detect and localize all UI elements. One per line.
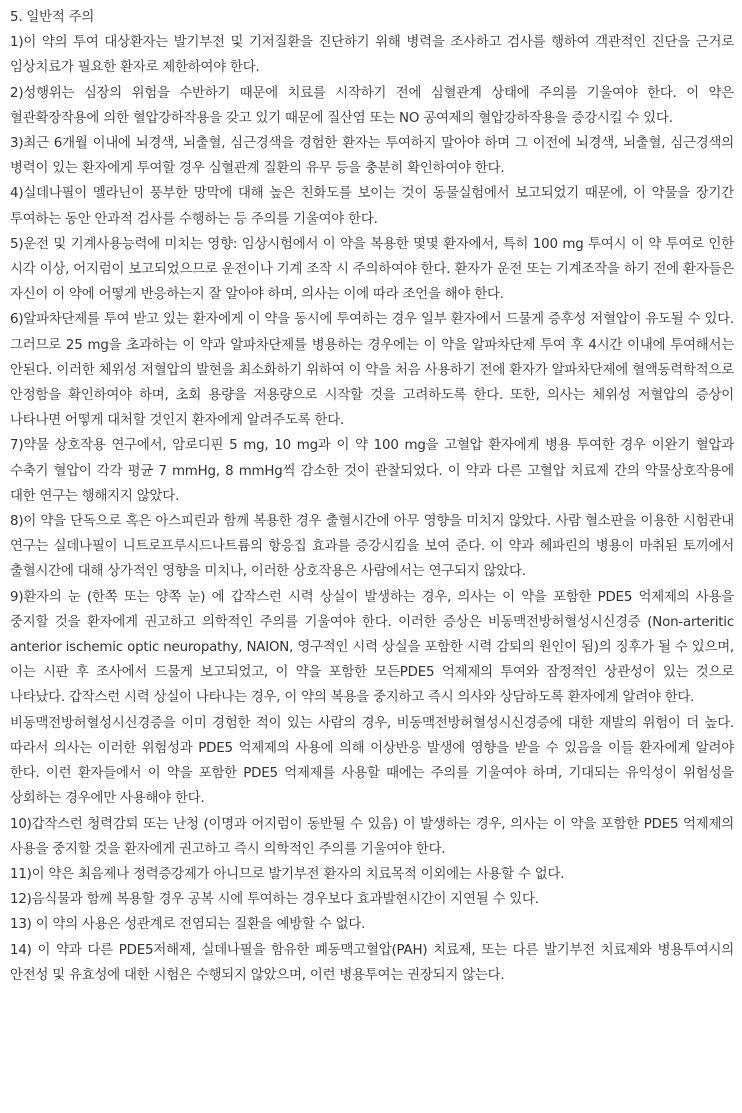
paragraph-11: 11)이 약은 최음제나 정력증강제가 아니므로 발기부전 환자의 치료목적 이외에는 사용할 수 없다. [10, 866, 565, 882]
paragraph-13: 13) 이 약의 사용은 성관계로 전염되는 질환을 예방할 수 없다. [10, 917, 366, 933]
paragraph-3: 3)최근 6개월 이내에 뇌경색, 뇌출혈, 심근경색을 경험한 환자는 투여하지 말아야 하며 그 이전에 뇌경색, 뇌출혈, 심근경색의 병력이 있는 환자에게 투여할 경우 심혈관계 질환의 유무 등을 충분히 확인하여야 한다. [10, 136, 734, 177]
paragraph-2: 2)성행위는 심장의 위험을 수반하기 때문에 치료를 시작하기 전에 심혈관계 상태에 주의를 기울여야 한다. 이 약은 혈관확장작용에 의한 혈압강하작용을 갖고 있기 때문에 질산염 또는 NO 공여제의 혈압강하작용을 증강시킬 수 있다. [10, 85, 734, 126]
paragraph-14: 14) 이 약과 다른 PDE5저해제, 실데나필을 함유한 폐동맥고혈압(PAH) 치료제, 또는 다른 발기부전 치료제와 병용투여시의 안전성 및 유효성에 대한 시험은 수행되지 않았으며, 이런 병용투여는 권장되지 않는다. [10, 942, 734, 983]
section-title: 5. 일반적 주의 [10, 10, 95, 25]
paragraph-1: 1)이 약의 투여 대상환자는 발기부전 및 기저질환을 진단하기 위해 병력을 조사하고 검사를 행하여 객관적인 진단을 근거로 임상치료가 필요한 환자로 제한하여야 한다. [10, 35, 734, 76]
paragraph-4: 4)실데나필이 멜라닌이 풍부한 망막에 대해 높은 친화도를 보이는 것이 동물실험에서 보고되었기 때문에, 이 약물을 장기간 투여하는 동안 안과적 검사를 수행하는 등 주의를 기울여야 한다. [10, 186, 734, 227]
document-body [10, 5, 734, 988]
paragraph-12: 12)음식물과 함께 복용할 경우 공복 시에 투여하는 경우보다 효과발현시간이 지연될 수 있다. [10, 892, 539, 908]
paragraph-9-continued: 비동맥전방허혈성시신경증을 이미 경험한 적이 있는 사람의 경우, 비동맥전방허혈성시신경증에 대한 재발의 위험이 더 높다. 따라서 의사는 이러한 위험성과 PDE5 억제제의 사용에 의해 이상반응 발생에 영향을 받을 수 있음을 이들 환자에게 알려야 한다. 이런 환자들에서 이 약을 포함한 PDE5 억제제를 사용할 때에는 주의를 기울여야 하며, 기대되는 유익성이 위험성을 상회하는 경우에만 사용해야 한다. [10, 715, 734, 807]
paragraph-7: 7)약물 상호작용 연구에서, 암로디핀 5 mg, 10 mg과 이 약 100 mg을 고혈압 환자에게 병용 투여한 경우 이완기 혈압과 수축기 혈압이 각각 평균 7 mmHg, 8 mmHg씩 감소한 것이 관찰되었다. 이 약과 다른 고혈압 치료제 간의 약물상호작용에 대한 연구는 행해지지 않았다. [10, 438, 734, 504]
paragraph-8: 8)이 약을 단독으로 혹은 아스피린과 함께 복용한 경우 출혈시간에 아무 영향을 미치지 않았다. 사람 혈소판을 이용한 시험관내 연구는 실데나필이 니트로프루시드나트륨의 항응집 효과를 증강시킴을 보여 준다. 이 약과 헤파린의 병용이 마취된 토끼에서 출혈시간에 대해 상가적인 영향을 미치나, 이러한 상호작용은 사람에서는 연구되지 않았다. [10, 514, 734, 580]
paragraph-5: 5)운전 및 기계사용능력에 미치는 영향: 임상시험에서 이 약을 복용한 몇몇 환자에서, 특히 100 mg 투여시 이 약 투여로 인한 시각 이상, 어지럼이 보고되었으므로 운전이나 기계 조작 시 주의하여야 한다. 환자가 운전 또는 기계조작을 하기 전에 환자들은 자신이 이 약에 어떻게 반응하는지 잘 알아야 하며, 의사는 이에 따라 조언을 해야 한다. [10, 236, 734, 303]
paragraph-10: 10)갑작스런 청력감퇴 또는 난청 (이명과 어지럼이 동반될 수 있음) 이 발생하는 경우, 의사는 이 약을 포함한 PDE5 억제제의 사용을 중지할 것을 환자에게 권고하고 즉시 의학적인 주의를 기울여야 한다. [10, 816, 734, 857]
paragraph-6: 6)알파차단제를 투여 받고 있는 환자에게 이 약을 동시에 투여하는 경우 일부 환자에서 드물게 증후성 저혈압이 유도될 수 있다. 그러므로 25 mg을 초과하는 이 약과 알파차단제를 병용하는 경우에는 이 약을 알파차단제 투여 후 4시간 이내에 투여해서는 안된다. 이러한 체위성 저혈압의 발현을 최소화하기 위하여 이 약을 처음 사용하기 전에 환자가 알파차단제에 혈액동력학적으로 안정함을 확인하여야 하며, 초회 용량을 저용량으로 시작할 것을 고려하도록 한다. 또한, 의사는 체위성 저혈압의 증상이 나타나면 어떻게 대처할 것인지 환자에게 알려주도록 한다. [10, 312, 734, 429]
paragraph-9: 9)환자의 눈 (한쪽 또는 양쪽 눈) 에 갑작스런 시력 상실이 발생하는 경우, 의사는 이 약을 포함한 PDE5 억제제의 사용을 중지할 것을 환자에게 권고하고 의학적인 주의를 기울여야 한다. 이러한 증상은 비동맥전방허혈성시신경증 (Non-arteritic anterior ischemic optic neuropathy, NAION, 영구적인 시력 상실을 포함한 시력 감퇴의 원인이 됨)의 징후가 될 수 있으며, 이는 시판 후 조사에서 드물게 보고되었고, 이 약을 포함한 모든PDE5 억제제의 투여와 잠정적인 상관성이 있는 것으로 나타났다. 갑작스런 시력 상실이 나타나는 경우, 이 약의 복용을 중지하고 즉시 의사와 상담하도록 환자에게 알려야 한다. [10, 589, 734, 706]
